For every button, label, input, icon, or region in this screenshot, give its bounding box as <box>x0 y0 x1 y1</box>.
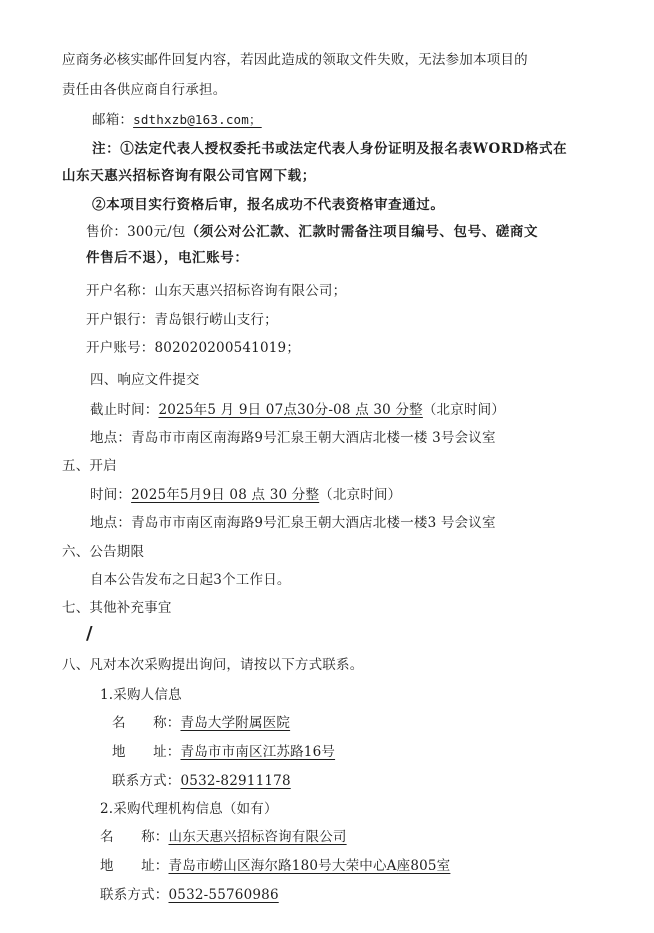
agency-address-value: 青岛市崂山区海尔路180号大荣中心A座805室 <box>168 858 451 874</box>
section-4-location: 地点：青岛市市南区南海路9号汇泉王朝大酒店北楼一楼 3号会议室 <box>90 430 496 446</box>
section-4-heading: 四、响应文件提交 <box>90 372 200 388</box>
section-7-heading: 七、其他补充事宜 <box>62 600 172 616</box>
agency-contact-label: 联系方式： <box>100 887 169 903</box>
account-bank: 开户银行：青岛银行崂山支行； <box>86 312 278 328</box>
price-line-1 <box>86 222 538 242</box>
note-1-line-1: 注：①法定代表人授权委托书或法定代表人身份证明及报名表WORD格式在 <box>92 141 568 157</box>
purchaser-name-label: 名 称： <box>112 715 181 731</box>
section-8-heading: 八、凡对本次采购提出询问，请按以下方式联系。 <box>62 657 364 673</box>
purchaser-address-value: 青岛市市南区江苏路16号 <box>180 744 336 760</box>
price-note-part-2: 件售后不退），电汇账号： <box>86 250 249 266</box>
opening-time-value: 2025年5月9日 08 点 30 分整 <box>131 487 320 503</box>
price-label: 售价：300元/包 <box>86 224 186 240</box>
section-6-heading: 六、公告期限 <box>62 544 145 560</box>
deadline-suffix: （北京时间） <box>422 402 506 418</box>
agency-address-label: 地 址： <box>100 858 169 874</box>
account-number: 开户账号：802020200541019； <box>86 340 301 356</box>
intro-line-1: 应商务必核实邮件回复内容，若因此造成的领取文件失败，无法参加本项目的 <box>62 52 528 68</box>
note-2: ②本项目实行资格后审，报名成功不代表资格审查通过。 <box>92 197 445 213</box>
note-1-line-2: 山东天惠兴招标咨询有限公司官网下载； <box>62 168 316 184</box>
opening-time-label: 时间： <box>90 487 132 503</box>
section-7-text: / <box>86 623 93 644</box>
purchaser-name <box>112 713 290 733</box>
purchaser-address <box>112 742 335 762</box>
section-4-deadline <box>90 400 505 420</box>
section-6-text: 自本公告发布之日起3个工作日。 <box>90 572 291 588</box>
section-5-heading: 五、开启 <box>62 458 117 474</box>
section-5-location: 地点：青岛市市南区南海路9号汇泉王朝大酒店北楼一楼3 号会议室 <box>90 515 496 531</box>
email-value: sdthxzb@163.com； <box>133 112 262 127</box>
opening-time-suffix: （北京时间） <box>319 487 402 503</box>
agency-heading: 2.采购代理机构信息（如有） <box>100 801 278 817</box>
email-label: 邮箱： <box>92 112 134 128</box>
deadline-label: 截止时间： <box>90 402 159 418</box>
purchaser-name-value: 青岛大学附属医院 <box>180 715 291 731</box>
email-line <box>92 110 262 130</box>
agency-name-label: 名 称： <box>100 829 169 845</box>
agency-name <box>100 827 347 847</box>
account-name: 开户名称：山东天惠兴招标咨询有限公司； <box>86 283 347 299</box>
purchaser-contact <box>112 771 291 791</box>
price-note-part-1: （须公对公汇款、汇款时需备注项目编号、包号、磋商文 <box>185 224 539 240</box>
agency-name-value: 山东天惠兴招标咨询有限公司 <box>168 829 347 845</box>
intro-line-2: 责任由各供应商自行承担。 <box>62 82 227 98</box>
agency-address <box>100 856 450 876</box>
agency-contact <box>100 885 279 905</box>
agency-contact-value: 0532-55760986 <box>168 887 279 903</box>
purchaser-contact-label: 联系方式： <box>112 773 181 789</box>
purchaser-heading: 1.采购人信息 <box>100 687 182 703</box>
purchaser-address-label: 地 址： <box>112 744 181 760</box>
section-5-time <box>90 485 401 505</box>
purchaser-contact-value: 0532-82911178 <box>180 773 291 789</box>
deadline-value: 2025年5 月 9日 07点30分-08 点 30 分整 <box>158 402 423 418</box>
